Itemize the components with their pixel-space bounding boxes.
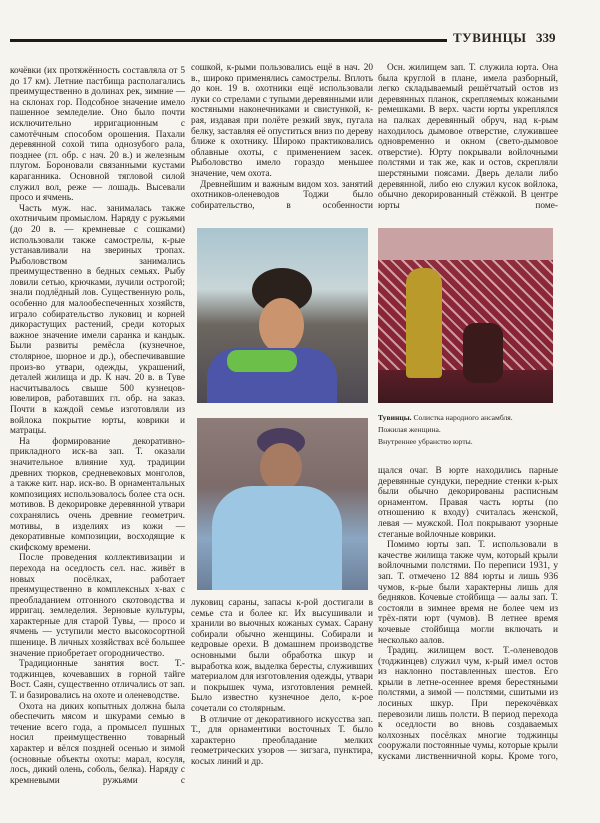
- paragraph: Помимо юрты зап. Т. использовали в качестве жилища также чум, который крыли войлочными полстями. По переписи 1931, у зап. Т. отмечено 12 884 юрты и лишь 936 чумов, к-рые были характерны лишь для бедняков. Кочевые стойбища — аалы зап. Т. состояли в зимнее время не более чем из трёх-пяти юрт (чумов). В летнее время кочевые стойбища могли включать и несколько аалов.: [378, 540, 558, 646]
- paragraph: сошкой, к-рыми пользовались ещё в нач. 20 в., широко применялись самострелы. Вплоть до кон. 19 в. охотники ещё использовали луки со стрелами с тупыми деревянными или костяными наконечниками и свистункой, к-рая, издавая при полёте резкий звук, пугала белку, заставляя её опуститься вниз по дереву ближе к охотнику. Широко практиковались облавные охоты, с применением засек. Рыболовство имело гораздо меньшее значение, чем охота.: [191, 63, 373, 179]
- paragraph: На формирование декоративно-прикладного иск-ва зап. Т. оказали значительное влияние худ. традиции древних тюрков, средневековых монголов, а также кит. нар. иск-во. В орнаментальных композициях использовалось более ста осн. мотивов. В декорировке деревянной утвари сохранялись очень древние геометрич. мотивы, в изделиях из кожи — декоративные композиции, восходящие к скифскому времени.: [10, 436, 185, 553]
- paragraph: Традиц. жилищем вост. Т.-оленеводов (тоджинцев) служил чум, к-рый имел остов из наклонно поставленных шестов. Его крыли в летне-осеннее время берестяными полстями, а зимой — полстями, сшитыми из лосиных шкур. При перекочёвках перевозили лишь полсти. В период перехода к оседлости во вновь создаваемых колхозных посёлках многие тоджинцы сооружали постоянные чумы, которые крыли кусками лиственничной коры. Кроме того,: [378, 646, 558, 763]
- photo-collar-shape: [227, 350, 297, 372]
- paragraph: кочёвки (их протяжённость составляла от 5 до 17 км). Летние пастбища располагались преимущественно в долинах рек, зимние — на склонах гор. Подсобное значение имело пашенное земледелие. Оно было почти исключительно ирригационным с самотёчным способом орошения. Пахали деревянной сохой типа однозубого рала, позднее (гл. обр. с нач. 20 в.) и железным плугом. Бороновали связанными кустами караганника. Основной тягловой силой служил вол, реже — лошадь. Высевали просо и ячмень.: [10, 66, 185, 204]
- caption-line-2: Пожилая женщина.: [378, 425, 441, 434]
- header-rule: [10, 39, 447, 42]
- caption-line-1: Тувинцы. Солистка народного ансамбля.: [378, 413, 513, 422]
- photo-robe-shape: [212, 486, 342, 590]
- photo-face-shape: [260, 443, 302, 491]
- middle-column-top: [191, 63, 373, 211]
- paragraph: Охота на диких копытных должна была обеспечить мясом и шкурами семью в течение всего года, а промысел пушных носил преимущественно товарный характер и вёлся поздней осенью и зимой (основные объекты охоты: марал, косуля, лось, дикий олень, соболь, белка). Наряду с кремневыми ружьями с: [10, 701, 185, 786]
- photo-singer-shape: [406, 268, 442, 378]
- photo-captions: [378, 412, 578, 448]
- middle-column-bottom: [191, 598, 373, 768]
- paragraph: После проведения коллективизации и перехода на оседлость сел. нас. живёт в новых посёлках, работает преимущественно в комплексных х-вах с преобладанием отгонного скотоводства и ирригац. земледелия. Зерновые культуры, характерные для старой Тувы, — просо и ячмень — уступили место высокосортной пшенице. В личных хозяйствах всё большее значение приобретает огородничество.: [10, 553, 185, 659]
- photo-yurt-roof: [378, 228, 553, 260]
- left-column: [10, 66, 185, 786]
- paragraph: В отличие от декоративного искусства зап. Т., для орнаментики восточных Т. было характерно преобладание мелких геометрических узоров — зигзага, пунктира, косых линий и др.: [191, 714, 373, 767]
- running-title: ТУВИНЦЫ: [453, 30, 527, 45]
- paragraph: Часть муж. нас. занималась также охотничьим промыслом. Наряду с ружьями (до 20 в. — кремневые с сошками) использовали также самострелы, к-рые устанавливали на звериных тропах. Рыболовством занимались преимущественно в бедных семьях. Рыбу ловили сетью, крючками, лучили острогой; знали подлёдный лов. Существенную роль, особенно для малообеспеченных хозяйств, играло собирательство луковиц и корней дикорастущих растений, среди которых важное значение имели саранка и кандык. Были развиты ремёсла (кузнечное, столярное, шорное и др.), обеспечивавшие произ-во утвари, одежды, украшений, деталей жилища и др. К нач. 20 в. в Туве насчитывалось свыше 500 кузнецов-ювелиров, работавших гл. обр. на заказ. Почти в каждой семье изготовляли из войлока покрытие юрты, коврики и матрацы.: [10, 203, 185, 437]
- photo-face-shape: [259, 298, 304, 353]
- paragraph: луковиц сараны, запасы к-рой достигали в семье ста и более кг. Их высушивали и хранили во вьючных кожаных сумах. Сарану собирали обычно женщины. Собирали и кедровые орехи. В домашнем производстве основными были обработка шкур и выработка кож, выделка бересты, служивших материалом для изготовления одежды, утвари и покрышек чума, изготовления ремней. Было известно кузнечное дело, к-рое сочетали со столярным.: [191, 598, 373, 714]
- photo-yurt-interior: [378, 228, 553, 403]
- caption-line-3: Внутреннее убранство юрты.: [378, 437, 473, 446]
- photo-elderly-woman: [197, 418, 368, 590]
- paragraph: щался очаг. В юрте находились парные деревянные сундуки, передние стенки к-рых были обычно декорированы расписным орнаментом. Правая часть юрты (по отношению к входу) считалась женской, левая — мужской. Пол покрывают узорные стеганые войлочные коврики.: [378, 466, 558, 540]
- paragraph: Осн. жилищем зап. Т. служила юрта. Она была круглой в плане, имела разборный, легко складываемый решётчатый остов из деревянных планок, скрепляемых кожаными ремешками. В верх. части юрты укреплялся на палках деревянный обруч, над к-рым находилось дымовое отверстие, служившее одновременно и окном (свето-дымовое отверстие). Юрту покрывали войлочными полстями и так же, как и остов, скрепляли шерстяными поясами. Дверь делали либо деревянной, либо ею служил кусок войлока, обычно декорированный стёжкой. В центре юрты поме-: [378, 63, 558, 211]
- paragraph: Традиционные занятия вост. Т.-тоджинцев, кочевавших в горной тайге Вост. Саян, существенно отличались от зап. Т. и базировались на охоте и оленеводстве.: [10, 659, 185, 702]
- right-column-top: [378, 63, 558, 211]
- photo-musician-shape: [463, 323, 503, 383]
- page-number: 339: [536, 30, 556, 45]
- photo-soloist: [197, 228, 368, 403]
- right-column-bottom: [378, 466, 558, 763]
- paragraph: Древнейшим и важным видом хоз. занятий охотников-оленеводов Тоджи было собирательство, в особенности: [191, 179, 373, 211]
